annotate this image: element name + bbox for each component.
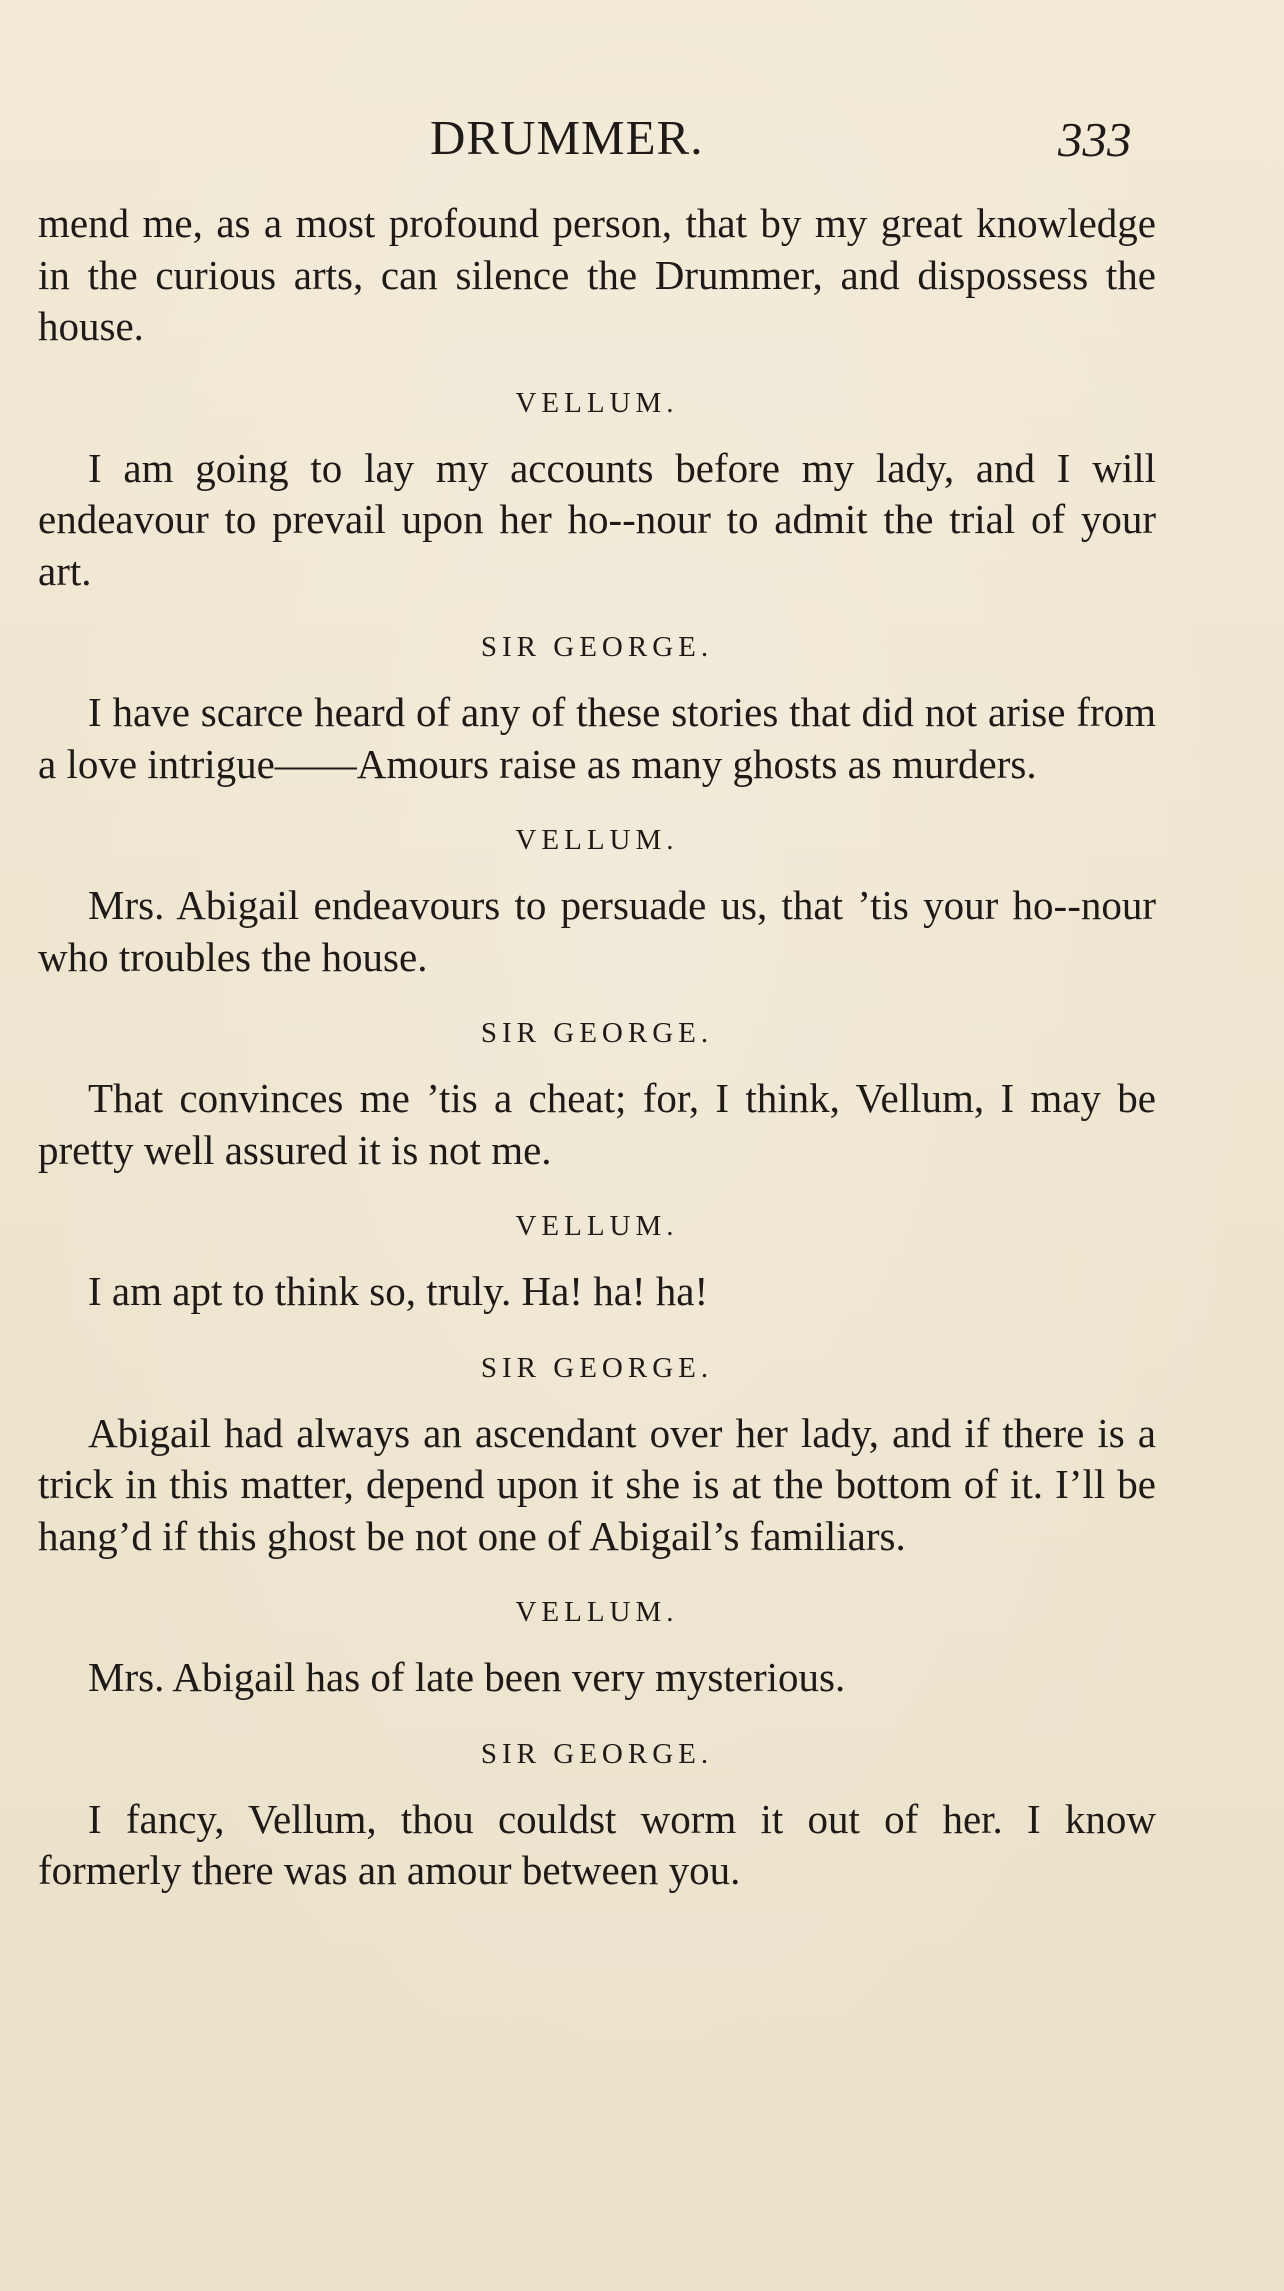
speaker-name-vellum: VELLUM.: [515, 1596, 679, 1628]
running-head: [0, 108, 1284, 168]
speaker-name-vellum: VELLUM.: [515, 386, 679, 419]
speaker-name-sir-george: SIR GEORGE.: [480, 1351, 714, 1384]
speaker-name-vellum: VELLUM.: [515, 1210, 679, 1242]
speaker-name-sir-george: SIR GEORGE.: [480, 631, 714, 663]
page-number: 333: [1058, 112, 1132, 167]
speech-paragraph: I have scarce heard of any of these stories that did not arise from a love intrigue——Amours raise as many ghosts as murders.: [38, 689, 1156, 787]
paragraph-continuation: mend me, as a most profound person, that by my great knowledge in the curious arts, can silence the Drummer, and dispossess the house.: [38, 200, 1156, 349]
speaker-name-sir-george: SIR GEORGE.: [480, 1017, 714, 1049]
speech-paragraph: I am going to lay my accounts before my lady, and I will endeavour to prevail upon her ho--nour to admit the trial of your art.: [38, 444, 1156, 594]
body-text: [38, 198, 1156, 1897]
running-title: DRUMMER.: [430, 110, 704, 165]
speech-paragraph: Mrs. Abigail endeavours to persuade us, that ’tis your ho--nour who troubles the house.: [38, 882, 1156, 980]
speech-paragraph: I am apt to think so, truly. Ha! ha! ha!: [88, 1268, 709, 1314]
speaker-name-sir-george: SIR GEORGE.: [480, 1737, 714, 1770]
speech-paragraph: Abigail had always an ascendant over her lady, and if there is a trick in this matter, depend upon it she is at the bottom of it. I’ll be hang’d if this ghost be not one of Abigail’s familiars.: [38, 1409, 1156, 1559]
speaker-name-vellum: VELLUM.: [515, 824, 679, 856]
speech-paragraph: I fancy, Vellum, thou couldst worm it out of her. I know formerly there was an amour between you.: [38, 1795, 1156, 1893]
speech-paragraph: That convinces me ’tis a cheat; for, I think, Vellum, I may be pretty well assured it is not me.: [38, 1075, 1156, 1173]
speech-paragraph: Mrs. Abigail has of late been very mysterious.: [88, 1654, 846, 1700]
